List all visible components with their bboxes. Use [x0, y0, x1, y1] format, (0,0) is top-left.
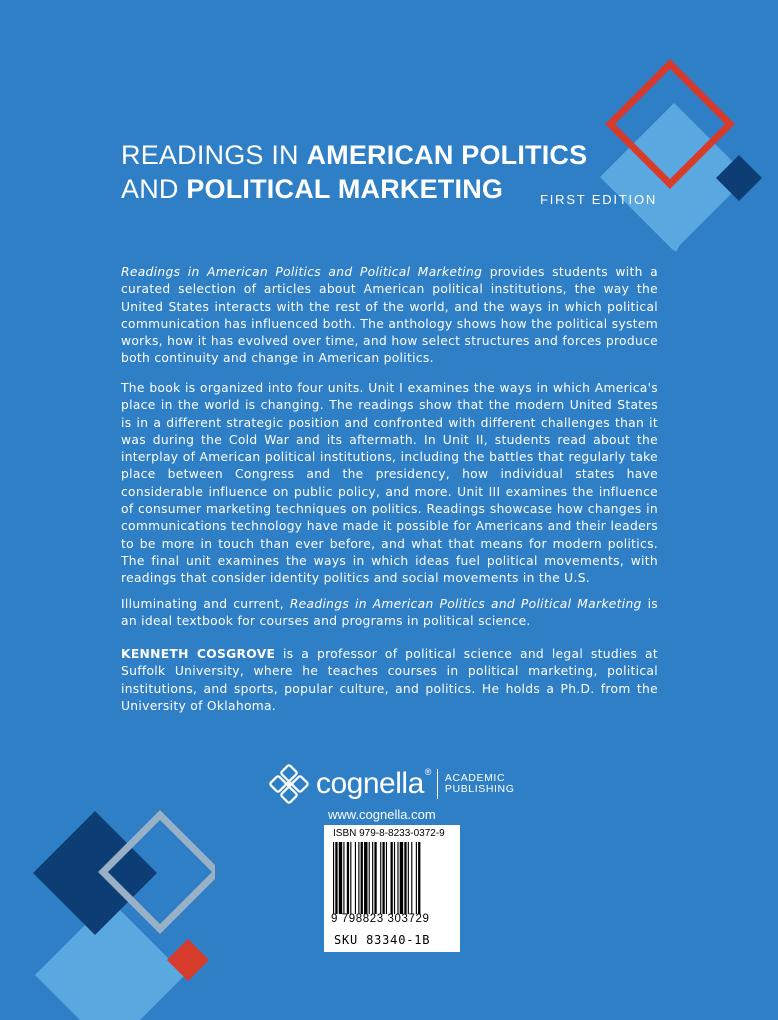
- publisher-tagline: ACADEMIC PUBLISHING: [444, 771, 515, 795]
- barcode-bar: [418, 842, 420, 914]
- barcode-bars: [333, 842, 451, 914]
- barcode-box: [324, 825, 460, 952]
- barcode-bar: [416, 842, 417, 914]
- description-paragraph-3: Illuminating and current, Readings in American Politics and Political Marketing is an ideal textbook for courses and programs in political science.: [121, 597, 658, 629]
- barcode-bar: [391, 842, 393, 914]
- barcode-bar: [382, 842, 384, 914]
- barcode-bar: [361, 842, 363, 914]
- navy-large-diamond: [33, 811, 157, 935]
- publisher-name: cognella®: [316, 767, 431, 800]
- barcode-bar: [380, 842, 381, 914]
- barcode-bar: [369, 842, 370, 914]
- barcode-bar: [339, 842, 342, 914]
- edition-label: FIRST EDITION: [540, 192, 658, 207]
- logo-divider: [437, 769, 438, 799]
- barcode-bar: [394, 842, 395, 914]
- sku-label: SKU 83340-1B: [334, 933, 431, 947]
- barcode-bar: [335, 842, 337, 914]
- barcode-bar: [372, 842, 373, 914]
- book-title-italic: Readings in American Politics and Political Marketing: [121, 265, 483, 279]
- isbn-label: ISBN 979-8-8233-0372-9: [333, 828, 445, 839]
- barcode-bar: [408, 842, 409, 914]
- cognella-flower-icon: [269, 764, 309, 804]
- description-paragraph-2: The book is organized into four units. Unit I examines the ways in which America's place in the world is changing. The readings show that the modern United States is in a different strategic position and confronted with different challenges than it was during the Cold War and its aftermath. In Unit II, students read about the interplay of American political institutions, including the battles that regularly take place between Congress and the presidency, how individual states have considerable influence on public policy, and more. Unit III examines the influence of consumer marketing techniques on politics. Readings showcase how changes in communications technology have made it possible for Americans and their leaders to be more in touch than ever before, and what that means for modern politics. The final unit examines the ways in which ideas fuel political movements, with readings that consider identity politics and social movements in the U.S.: [121, 381, 658, 586]
- barcode-bar: [347, 842, 349, 914]
- barcode-bar: [386, 842, 387, 914]
- bottom-left-diamonds-decoration: [15, 805, 215, 1020]
- barcode-bar: [358, 842, 359, 914]
- book-title: READINGS IN AMERICAN POLITICS AND POLITICAL MARKETING: [121, 140, 588, 204]
- publisher-logo: [269, 763, 515, 805]
- barcode-bar: [400, 842, 403, 914]
- barcode-bar: [333, 842, 334, 914]
- author-bio: KENNETH COSGROVE is a professor of political science and legal studies at Suffolk University, where he teaches courses in political marketing, political institutions, and sports, popular culture, and politics. He holds a Ph.D. from the University of Oklahoma.: [121, 647, 659, 713]
- publisher-website: www.cognella.com: [328, 807, 436, 822]
- barcode-bar: [411, 842, 412, 914]
- barcode-bar: [374, 842, 376, 914]
- barcode-bar: [364, 842, 367, 914]
- barcode-bar: [343, 842, 344, 914]
- barcode-digits: 9 798823 303729: [331, 913, 430, 925]
- description-paragraph-1: Readings in American Politics and Political Marketing provides students with a curated selection of articles about American political institutions, the way the United States interacts with the rest of the world, and the ways in which political communication has influenced both. The anthology shows how the political system works, how it has evolved over time, and how select structures and forces produce both continuity and change in American politics.: [121, 265, 659, 366]
- barcode-bar: [397, 842, 398, 914]
- barcode-bar: [350, 842, 351, 914]
- barcode-bar: [355, 842, 356, 914]
- barcode-bar: [404, 842, 406, 914]
- author-name: KENNETH COSGROVE: [121, 647, 276, 661]
- book-title-italic: Readings in American Politics and Political Marketing: [289, 597, 642, 611]
